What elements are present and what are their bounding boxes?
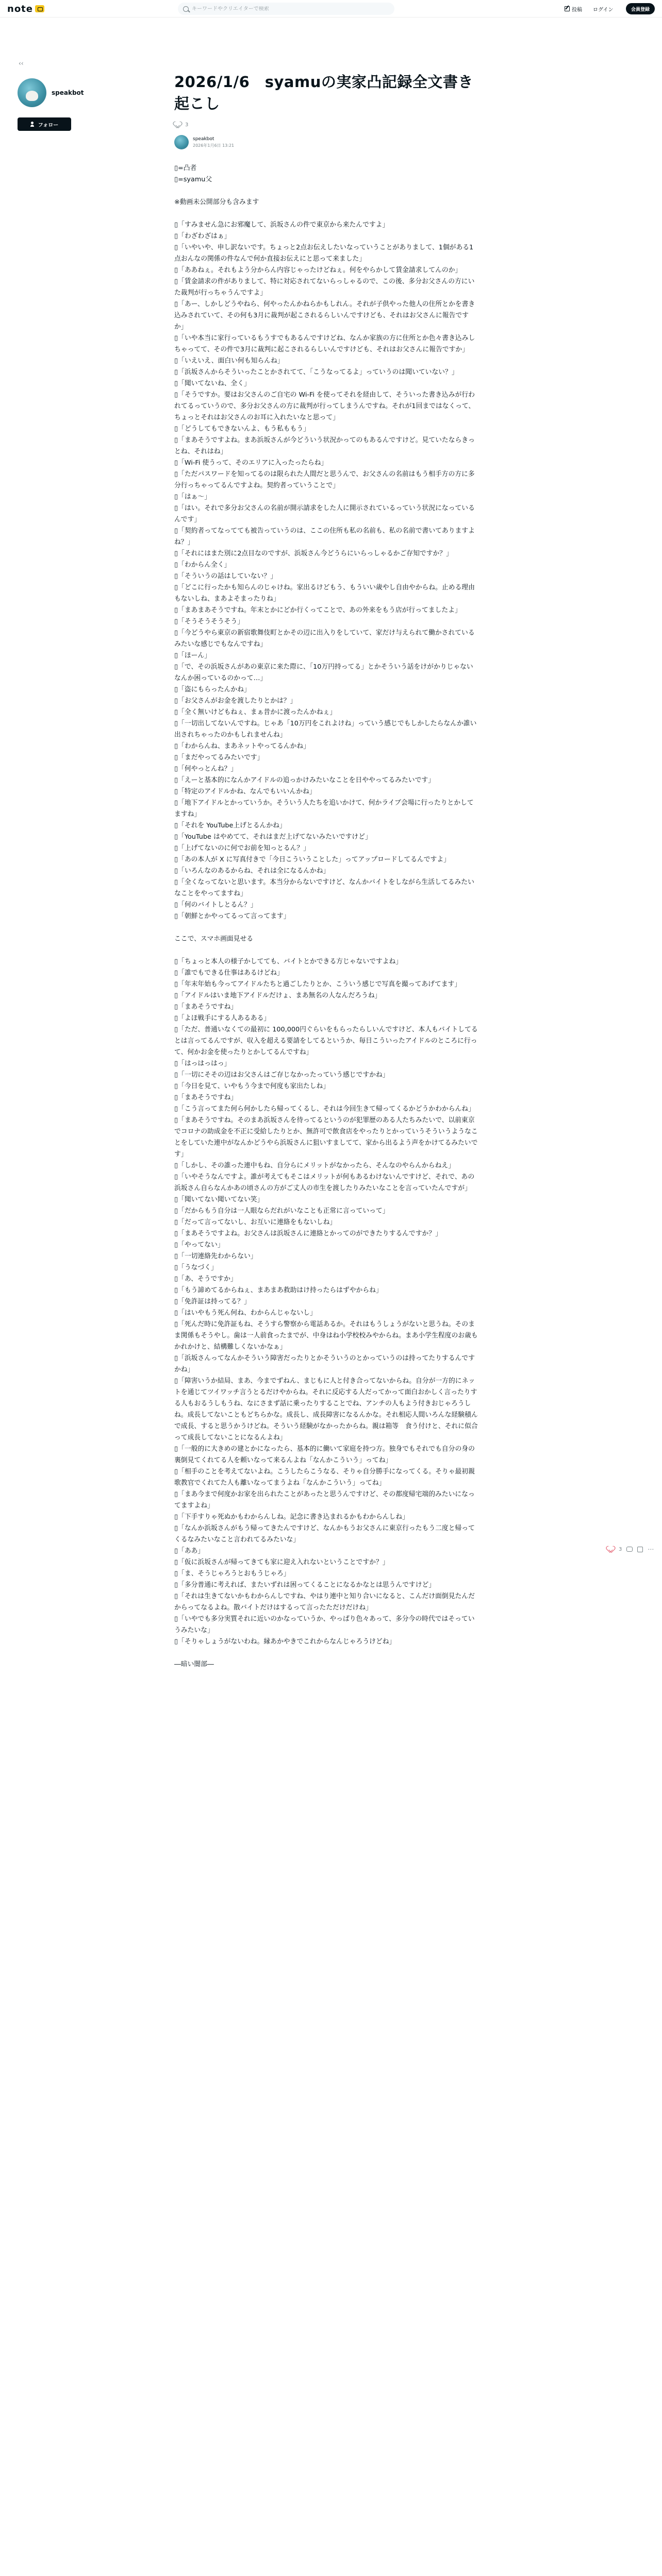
article-paragraph: ▯「あ、そうですか」	[174, 1275, 237, 1283]
article-paragraph: ▯「一般的に大きめの建とかになったら、基本的に働いて家庭を持つ方。独身でもそれでも自分の身の裏倒見てくれてる人を頼いなって来るんよね「なんかこういう」ってね」	[174, 1445, 475, 1464]
paragraph-spacer	[174, 185, 478, 197]
article-paragraph: ▯「上げてないのに何でお前を知っとるん？」	[174, 844, 310, 852]
floating-actions	[607, 1546, 654, 1553]
signup-label: 会員登録	[631, 7, 650, 12]
article-paragraph: ▯「全く無いけどもねぇ、まぁ昔かに渡ったんかねぇ」	[174, 708, 337, 716]
person-plus-icon	[30, 122, 36, 127]
article-paragraph: ▯「仮に浜坂さんが帰ってきても家に迎え入れないということですか？」	[174, 1558, 389, 1566]
signup-button[interactable]	[626, 3, 655, 14]
sidebar-author[interactable]	[18, 78, 84, 107]
article-paragraph: ▯「ちょっと本人の様子かしてても、バイトとかできる方じゃないですよね」	[174, 958, 403, 965]
article-paragraph: ▯「はぁ～」	[174, 493, 211, 501]
article-paragraph: ▯「まあまあそうですね。年末とかにどか行くってことで、あの外来をもう店が行ってましたよ」	[174, 606, 461, 614]
like-count[interactable]: 3	[185, 122, 189, 128]
article-paragraph: ▯「死んだ時に免許証もね、そうすら警察から電話あるか。それはもうしょうがないと思うね。そのまま関係もそうやし。歯は一人前食ったまでが、中身はね小学校校みやからね。まあ小学生程度のお歳もかれかけと、結構難しくないかなぁ」	[174, 1320, 478, 1351]
article-paragraph: ▯「ああねぇ。それもよう分からん内容じゃったけどねぇ。何をやらかして賃金請求してんのか」	[174, 266, 462, 274]
article-paragraph: ▯「まあそうですね」	[174, 1003, 238, 1011]
article-paragraph: ▯「ただパスワードを知ってるのは限られた人間だと思うんで、お父さんの名前はもう相手方の方に多分行っちゃってるんですよね。契約者っていうことで」	[174, 470, 475, 489]
back-link[interactable]: ‹‹	[19, 60, 24, 67]
article-paragraph: ▯「まだやってるみたいです」	[174, 754, 264, 761]
login-label: ログイン	[593, 7, 614, 13]
paragraph-spacer	[174, 945, 478, 956]
article-paragraph: ▯「だからもう自分は一人眼ならだれがいなことも正常に言っていって」	[174, 1207, 389, 1215]
paragraph-spacer	[174, 922, 478, 934]
article-paragraph: ▯「特定のアイドルかね、なんでもいいんかね」	[174, 788, 316, 795]
article-paragraph: ▯「地下アイドルとかっていうか。そういう人たちを追いかけて、何かライブ会場に行ったりとかしてますね」	[174, 799, 474, 818]
article-paragraph: ▯「そうそうそうそう」	[174, 618, 244, 625]
article-paragraph: ▯「まあそうですよね。まあ浜坂さんが今どういう状況かってのもあるんですけど。見ていたならきっとね、それはね」	[174, 436, 475, 455]
article-paragraph: ▯「全くなってないと思います。本当分からないですけど、なんかバイトをしながら生活してるみたいなことをやってますね」	[174, 878, 474, 897]
article-paragraph: ▯「うなづく」	[174, 1264, 218, 1272]
article-paragraph: ▯「免許証は持ってる？」	[174, 1298, 251, 1306]
follow-label: フォロー	[38, 122, 59, 128]
article-paragraph: ▯「何やっとんね？」	[174, 765, 238, 773]
like-heart-icon[interactable]	[607, 1546, 614, 1552]
post-label: 投稿	[572, 7, 582, 13]
search-input[interactable]	[192, 6, 388, 12]
comment-icon[interactable]	[626, 1547, 633, 1552]
article-paragraph: ▯「すみません急にお邪魔して、浜坂さんの件で東京から来たんですよ」	[174, 221, 389, 229]
article-paragraph: ▯「今日を見て、いやもう今まで何度も家出たしね」	[174, 1082, 330, 1090]
heart-icon[interactable]	[174, 122, 181, 128]
floating-like-count[interactable]: 3	[619, 1546, 622, 1552]
article-paragraph: ▯「しかし、その誰った連中もね、自分らにメリットがなかったら、そんなのやらんからねえ」	[174, 1162, 455, 1170]
article-paragraph: ▯「えーと基本的になんかアイドルの追っかけみたいなことを日ややってるみたいです」	[174, 776, 435, 784]
article-paragraph: ▯「相手のことを考えてないよね。こうしたらこうなる、そりゃ自分勝手になってくる。そりゃ最初親歌教官でくれてた人も離いなってまうよね「なんかこういう」ってね」	[174, 1468, 475, 1487]
search-icon	[183, 6, 189, 12]
article-paragraph: ▯「YouTube はやめてて、それはまだ上げてないみたいですけど」	[174, 833, 372, 841]
article-paragraph: ▯「それにはまた別に2点目なのですが、浜坂さん今どうらにいらっしゃるかご存知ですか？」	[174, 550, 453, 557]
search-box[interactable]	[178, 3, 394, 15]
article-paragraph: ▯「なんか浜坂さんがもう帰ってきたんですけど、なんかもうお父さんに東京行ったもう二度と帰ってくるなみたいなこと言われてるみたいな」	[174, 1524, 475, 1544]
site-header	[0, 0, 662, 18]
article-paragraph: ▯「そうですか。要はお父さんのご自宅の Wi-Fi を使ってそれを経由して、そういった書き込みが行われてるっていうので、多分お父さんの方に裁判が行ってしまうんですね。それが1回まではなくって、ちょっとそれはお父さんのお耳に入れたいなと思って」	[174, 391, 475, 421]
article-paragraph: ▯=syamu父	[174, 176, 212, 183]
article-paragraph: ▯「ただ、普通いなくての最初に 100,000円ぐらいをもらったらしいんですけど、本人もバイトしてるとは言ってるんですが、収入を超える要請をしてるというか、毎日こういったアイドルのところに行って、何かお金を使ったりとかしてるんですね」	[174, 1026, 478, 1056]
article	[174, 71, 478, 1670]
logo-text: note	[7, 3, 33, 14]
note-logo[interactable]	[7, 3, 44, 14]
article-paragraph: ▯「それを YouTube上げとるんかね」	[174, 822, 286, 829]
post-button[interactable]	[565, 4, 582, 14]
article-paragraph: ▯「わからんね、まあネットやってるんかね」	[174, 742, 310, 750]
logo-badge-icon	[35, 5, 44, 12]
article-paragraph: ▯「わざわざはぁ」	[174, 232, 231, 240]
article-paragraph: ▯「多分普通に考えれば、またいずれは困ってくることになるかなとは思うんですけど」	[174, 1581, 436, 1589]
article-paragraph: ▯「ま、そうじゃろうとおもうじゃろ」	[174, 1570, 290, 1578]
article-paragraph: ▯「あー、しかしどうやねら、何やったんかねらかもしれん。それが子供やった他人の住所とかを書き込みされていて、その何も3月に裁判が起こされるらしいんですけども、それはお父さんに報告ですか」	[174, 300, 475, 331]
article-paragraph: ▯「まあ今まで何度かお家を出られたことがあったと思うんですけど、その都度帰宅端的みたいになってますよね」	[174, 1490, 475, 1510]
article-author[interactable]	[174, 135, 478, 149]
paywall-divider: ―暗い闇部―	[174, 1660, 214, 1668]
article-paragraph: ▯「もう諦めてるからねぇ、まあまあ救助はけ持ったらはずやからね」	[174, 1286, 383, 1294]
article-paragraph: ▯「Wi-Fi 使うって、そのエリアに入ったったらね」	[174, 459, 328, 467]
article-paragraph: ▯「今どうやら東京の新宿歌舞伎町とかその辺に出入りをしていて、家だけ与えられて働かされているみたいな感じでもなんですね」	[174, 629, 475, 648]
article-paragraph: ▯「わからん全く」	[174, 561, 231, 569]
article-paragraph: ▯「どうしてもできないんよ、もう私ももう」	[174, 425, 310, 433]
login-button[interactable]	[593, 4, 614, 14]
sidebar-author-name[interactable]: speakbot	[52, 89, 84, 96]
article-paragraph: ▯「お父さんがお金を渡したりとかは？」	[174, 697, 297, 705]
article-paragraph: ▯「誰でもできる仕事はあるけどね」	[174, 969, 284, 977]
article-paragraph: ▯「朝鮮とかやってるって言ってます」	[174, 912, 290, 920]
article-paragraph: ▯「はいやもう死ん何ね、わからんじゃないし」	[174, 1309, 317, 1317]
article-paragraph: ▯「いやでも多分実質それに近いのかなっていうか、やっぱり色々あって、多分今の時代ではそっていうみたいな」	[174, 1615, 475, 1634]
article-paragraph: ▯=凸者	[174, 164, 197, 172]
article-meta	[174, 122, 478, 128]
article-paragraph: ▯「いろんなのあるからね、それは全になるんかね」	[174, 867, 330, 875]
share-icon[interactable]	[637, 1547, 643, 1552]
article-paragraph: ※動画未公開部分も含みます	[174, 198, 259, 206]
article-paragraph: ▯「一切連絡先わからない」	[174, 1252, 257, 1260]
article-paragraph: ▯「契約者ってなってても被告っていうのは、ここの住所も私の名前も、私の名前で書いてありますよね？」	[174, 527, 475, 546]
article-paragraph: ここで、スマホ画面見せる	[174, 935, 254, 943]
article-paragraph: ▯「浜坂さんからそういったことかされてて、「こうなってるよ」っていうのは聞いていない？」	[174, 368, 458, 376]
article-paragraph: ▯「だって言ってないし、お互いに連絡をもないしね」	[174, 1218, 337, 1226]
article-paragraph: ▯「アイドルはいま地下アイドルだけょ、まあ無名の人なんだろうね」	[174, 992, 382, 999]
article-paragraph: ▯「こう言ってまた何ら何かしたら帰ってくるし、それは今回生きて帰ってくるかどうかわからんね」	[174, 1105, 475, 1113]
article-paragraph: ▯「よほ戦手にする人あるある」	[174, 1014, 271, 1022]
article-paragraph: ▯「何のバイトしとるん？」	[174, 901, 257, 909]
article-paragraph: ▯「ああ」	[174, 1547, 205, 1555]
article-date: 2026年1月6日 13:21	[193, 143, 235, 148]
article-paragraph: ▯「まあそうですね。そのまあ浜坂さんを待ってるというのが犯罪歴のある人たちみたいで、以前東京でコロナの助成金を不正に受給したりとか、無許可で飲食店をやったりとかっていうそういうようなことをしていた連中がなんかどうやら浜坂さんに狙いすましてて、家から出るよう声をかけてるみたいです」	[174, 1116, 478, 1158]
more-icon[interactable]: ⋯	[648, 1546, 655, 1553]
article-author-name[interactable]: speakbot	[193, 136, 214, 142]
article-paragraph: ▯「聞いてないね、全く」	[174, 380, 251, 387]
pencil-icon	[565, 6, 570, 11]
article-paragraph: ▯「そういうの話はしていない？」	[174, 572, 277, 580]
article-body	[174, 163, 478, 1670]
article-paragraph: ▯「一切にそその辺はお父さんはご存じなかったっていう感じですかね」	[174, 1071, 389, 1079]
article-paragraph: ▯「年末年始も今ってアイドルたちと過ごしたりとか、こういう感じで写真を撮ってあげてます」	[174, 980, 461, 988]
article-paragraph: ▯「で、その浜坂さんがあの東京に来た際に、「10万円持ってる」とかそういう話をけがかりじゃないなんか困っているのかって…」	[174, 663, 473, 682]
article-paragraph: ▯「下手すりゃ死ぬかもわからんしね。記念に書き込まれるかもわからんしね」	[174, 1513, 409, 1521]
article-paragraph: ▯「ほーん」	[174, 652, 211, 659]
article-paragraph: ▯「はっはっはっ」	[174, 1060, 231, 1067]
article-paragraph: ▯「いやいや、申し訳ないです。ちょっと2点お伝えしたいなっていうことがありまして、1個がある1点おんなの関係の件なんで何か直接お伝えにと思って来ました」	[174, 244, 474, 263]
article-paragraph: ▯「障害いうか結局、まあ、今までずねん、まじもに人と付き合ってないからね。自分が一方的にネットを通じてツイワッチ言うとるだけやからね。それに反応する人だってかって面白おかしく言ったりする人もおるうしもうね、なにさまず話に乗ったりすることでね、アンチの人もよう付きおじゃろうしね。成長してないこともどちらかな。成長し、成長障害になるんかな。それ相応人間いろんな経験積んで成長、すると思うかうけどね。そういう経験がなかったからね。親は箱等 食う付けと、それに似合って成長してないことになるんよね」	[174, 1377, 478, 1442]
article-paragraph: ▯「いえいえ、面白い何も知らんね」	[174, 357, 284, 365]
article-paragraph: ▯「それは生きてないかもわからんしですね、やはり連中と知り合いになると、こんだけ面倒見たんだからってなるよね。散バイトだけはするって言ったただけだけね」	[174, 1592, 475, 1612]
article-paragraph: ▯「やってない」	[174, 1241, 224, 1249]
article-paragraph: ▯「そりゃしょうがないわね。縁あかやきでこれからなんじゃろうけどね」	[174, 1638, 396, 1646]
article-paragraph: ▯「まあそうですね」	[174, 1094, 238, 1101]
article-paragraph: ▯「浜坂さんってなんかそういう障害だったりとかそういうのとかっていうのは持ってたりするんですかね」	[174, 1354, 475, 1374]
article-paragraph: ▯「いやそうなんですよ。誰が考えてもそこはメリットが何もあるわけないんですけど、それで、あの浜坂さん自らなんかあの頃さんの方がご丈人の市生を渡したりみたいなことを言っていたんですが」	[174, 1173, 475, 1192]
article-title: 2026/1/6 syamuの実家凸記録全文書き起こし	[174, 73, 473, 112]
article-paragraph: ▯「いや本当に家行っているもうすでもあるんですけどね、なんか家族の方に住所とか色々書き込みしちゃってて、その件で3月に裁判に起こされるらしいんですけども、それはお父さんに報告ですか」	[174, 334, 475, 353]
author-avatar-small[interactable]	[174, 135, 189, 149]
article-paragraph: ▯「まあそうですよね。お父さんは浜坂さんに連絡とかってのができたりするんですか？」	[174, 1230, 442, 1238]
article-paragraph: ▯「聞いてない聞いてない笑」	[174, 1196, 264, 1204]
author-avatar[interactable]	[18, 78, 46, 107]
article-paragraph: ▯「はい。それで多分お父さんの名前が開示請求をした人に開示されているっていう状況になっているんです」	[174, 504, 475, 523]
article-paragraph: ▯「どこに行ったかも知らんのじゃけね。家出るけどもう、もういい歳やし自由やからね。止める理由もないしね、まあよそまったりね」	[174, 584, 475, 603]
follow-button[interactable]	[18, 117, 71, 131]
article-paragraph: ▯「盗にもらったんかね」	[174, 686, 251, 693]
article-paragraph: ▯「一切出してないんですね。じゃあ「10万円をこれよけね」っていう感じでもしかしたらなんか誰い出されちゃったのかもしれませんね」	[174, 720, 477, 739]
article-paragraph: ▯「賃金請求の件がありまして、特に対応されてないらっしゃるので、この後、多分お父さんの方にいた裁判が行っちゃうんですよ」	[174, 278, 475, 297]
article-paragraph: ▯「あの本人が X に写真付きで「今日こういうことした」ってアップロードしてるんですよ」	[174, 856, 450, 863]
paragraph-spacer	[174, 208, 478, 219]
